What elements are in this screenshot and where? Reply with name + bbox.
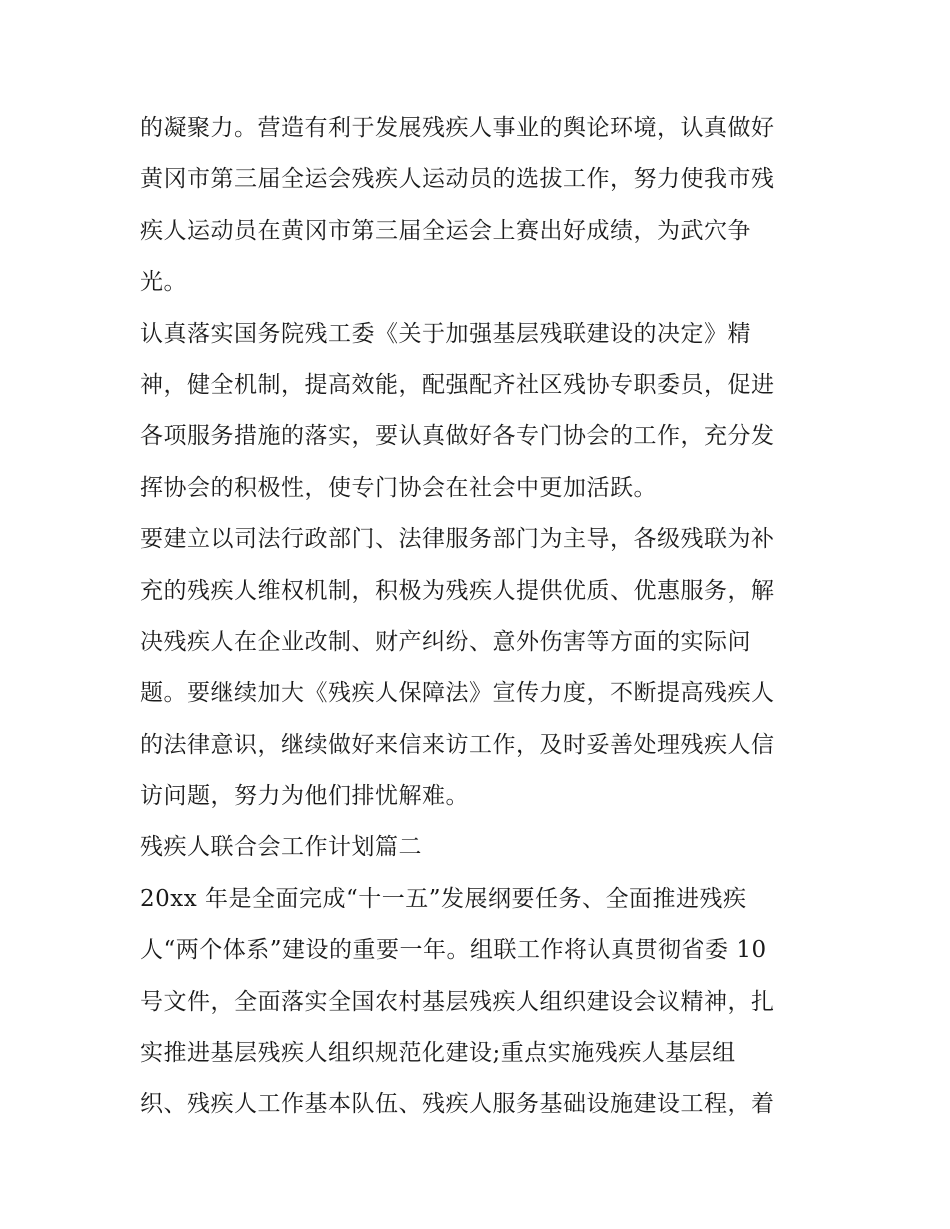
text-line: 20xx 年是全面完成“十一五”发展纲要任务、全面推进残疾 xyxy=(140,885,747,912)
text-line: 充的残疾人维权机制，积极为残疾人提供优质、优惠服务，解 xyxy=(140,577,775,604)
text-line: 神，健全机制，提高效能，配强配齐社区残协专职委员，促进 xyxy=(140,371,775,398)
section-heading: 残疾人联合会工作计划篇二 xyxy=(140,834,422,861)
text-line: 的法律意识，继续做好来信来访工作，及时妥善处理残疾人信 xyxy=(140,731,775,758)
text-line: 实推进基层残疾人组织规范化建设;重点实施残疾人基层组 xyxy=(140,1040,736,1067)
text-line: 号文件，全面落实全国农村基层残疾人组织建设会议精神，扎 xyxy=(140,988,775,1015)
text-line: 挥协会的积极性，使专门协会在社会中更加活跃。 xyxy=(140,474,657,501)
text-line: 疾人运动员在黄冈市第三届全运会上赛出好成绩，为武穴争 xyxy=(140,217,751,244)
text-line: 认真落实国务院残工委《关于加强基层残联建设的决定》精 xyxy=(140,320,751,347)
text-line: 要建立以司法行政部门、法律服务部门为主导，各级残联为补 xyxy=(140,526,775,553)
text-line: 访问题，努力为他们排忧解难。 xyxy=(140,783,469,810)
text-line: 决残疾人在企业改制、财产纠纷、意外伤害等方面的实际问 xyxy=(140,628,751,655)
text-line: 黄冈市第三届全运会残疾人运动员的选拔工作，努力使我市残 xyxy=(140,166,775,193)
document-body xyxy=(140,103,820,1131)
text-line: 人“两个体系”建设的重要一年。组联工作将认真贯彻省委 10 xyxy=(140,937,767,964)
text-line: 光。 xyxy=(140,269,187,296)
text-line: 各项服务措施的落实，要认真做好各专门协会的工作，充分发 xyxy=(140,423,775,450)
text-line: 的凝聚力。营造有利于发展残疾人事业的舆论环境，认真做好 xyxy=(140,115,775,141)
text-line: 织、残疾人工作基本队伍、残疾人服务基础设施建设工程，着 xyxy=(140,1091,775,1118)
text-line: 题。要继续加大《残疾人保障法》宣传力度，不断提高残疾人 xyxy=(140,680,775,707)
